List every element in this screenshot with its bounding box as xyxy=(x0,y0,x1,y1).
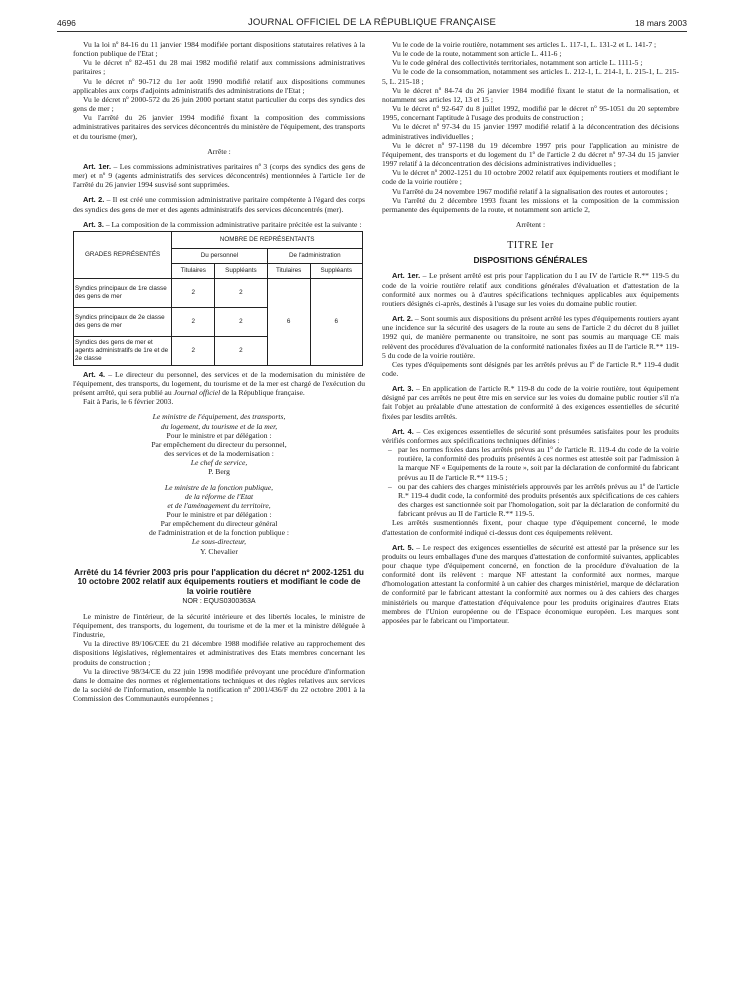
signature-line: des services et de la modernisation : xyxy=(164,449,274,459)
page-number: 4696 xyxy=(57,18,76,28)
signature-line: de l'administration et de la fonction publique : xyxy=(149,528,289,538)
signature-line: Par empêchement du directeur du personnel, xyxy=(151,439,287,449)
col-header-titulaires: Titulaires xyxy=(172,263,215,278)
value-cell: 6 xyxy=(310,278,362,365)
right-article-5 xyxy=(382,543,679,625)
right-vu: Vu le décret nº 84-74 du 26 janvier 1984 modifié fixant le statut de la normalisation, et notamment ses articles 12, 13 et 15 ; xyxy=(382,85,679,104)
right-article-1 xyxy=(382,271,679,308)
representatives-table xyxy=(73,231,363,366)
article-text: – En application de l'article R.* 119-8 du code de la voirie routière, tout équipement désigné par ces arrêtés ne peut être mis en service sur les voies du domaine public routier s'il n'a fait l'objet au préalable d'une attestation de conformité à des exigences essentielles de sécurité fixées par lesdits arrêtés. xyxy=(382,384,679,421)
issue-date: 18 mars 2003 xyxy=(635,18,687,28)
nor-reference: NOR : EQUS0300363A xyxy=(182,597,256,605)
arrete-heading: Arrête : xyxy=(207,146,231,156)
signature-title: Le ministre de la fonction publique, xyxy=(164,482,274,492)
value-cell: 2 xyxy=(172,278,215,307)
list-item: – ou par des cahiers des charges ministériels approuvés par les arrêtés prévus au 1º de l'article R.* 119-4 dudit code, la conformité des produits présentés aux spécifications de ces cahiers des charges est sanctionnée soit par l'homologation, soit par la déclaration de conformité du fabricant prévus au II de l'article R.** 119-5. xyxy=(398,482,679,519)
grade-cell: Syndics des gens de mer et agents administratifs de 1re et de 2e classe xyxy=(74,336,172,365)
value-cell: 2 xyxy=(215,336,267,365)
col-header-suppleants: Suppléants xyxy=(215,263,267,278)
article-label: Art. 4. xyxy=(83,369,106,379)
right-column xyxy=(382,40,679,625)
signature-line: Pour le ministre et par délégation : xyxy=(166,510,272,519)
article-text: – Le présent arrêté est pris pour l'application du I au IV de l'article R.** 119-5 du code de la voirie routière relatif aux conditions générales d'évaluation et d'attestation de la conformité aux normes ou à d'autres spécifications techniques applicables aux équipements routiers désignés ci-après, destinés à l'usage sur les voies du domaine public routier. xyxy=(382,271,679,308)
signatory-name: P. Berg xyxy=(208,467,230,477)
article-label: Art. 1er. xyxy=(392,271,421,281)
right-vu: Vu le code général des collectivités territoriales, notamment son article L. 1111-5 ; xyxy=(392,58,643,68)
section-heading: DISPOSITIONS GÉNÉRALES xyxy=(473,255,588,266)
right-vu: Vu le code de la voirie routière, notamment ses articles L. 117-1, L. 131-2 et L. 141-7 ; xyxy=(392,40,657,49)
col-header-personnel: Du personnel xyxy=(172,248,267,263)
signatory-name: Y. Chevalier xyxy=(200,546,238,556)
right-vu: Vu l'arrêté du 2 décembre 1993 fixant les missions et la composition de la commission permanente des équipements de la route, et notamment son article 2, xyxy=(382,195,679,214)
article-text: – Ces exigences essentielles de sécurité sont présumées satisfaites pour les produits vérifiés conformes aux spécifications techniques définies : xyxy=(382,426,680,445)
left-column xyxy=(73,40,365,703)
titre-heading: TITRE Ier xyxy=(507,240,554,252)
col-header-nombre: NOMBRE DE REPRÉSENTANTS xyxy=(172,231,363,248)
left-article-2 xyxy=(73,195,365,213)
header-rule xyxy=(57,31,687,32)
article-label: Art. 3. xyxy=(392,384,414,394)
body-paragraph: Les arrêtés susmentionnés fixent, pour chaque type d'équipement concerné, le mode d'attestation de conformité indiqué ci-dessus dont ces équipements relèvent. xyxy=(382,518,679,537)
page-header xyxy=(57,14,687,32)
fait-line: Fait à Paris, le 6 février 2003. xyxy=(83,397,174,407)
signature-title: Le chef de service, xyxy=(190,458,248,468)
article-label: Art. 5. xyxy=(392,542,414,552)
body-paragraph: Le ministre de l'intérieur, de la sécurité intérieure et des libertés locales, le ministre de l'équipement, des transports, du logement, du tourisme et de la mer et la ministre déléguée à l'industrie, xyxy=(73,611,365,640)
right-article-4 xyxy=(382,427,679,445)
left-article-1 xyxy=(73,162,365,189)
col-header-suppleants: Suppléants xyxy=(310,263,362,278)
right-article-2 xyxy=(382,314,679,360)
article-label: Art. 2. xyxy=(392,314,413,324)
article-text: – Le directeur du personnel, des services et de la modernisation du ministère de l'équipement, des transports, du logement, du tourisme et de la mer est chargé de l'exécution du présent arrêté, qui sera publié au xyxy=(73,369,365,398)
right-article-3 xyxy=(382,384,679,421)
signature-line: Par empêchement du directeur général xyxy=(160,519,278,529)
signature-title: et de l'aménagement du territoire, xyxy=(167,500,271,510)
journal-name: Journal officiel xyxy=(173,388,221,398)
value-cell: 6 xyxy=(267,278,310,365)
right-vu: Vu le décret nº 2002-1251 du 10 octobre 2002 relatif aux équipements routiers et modifiant le code de la voirie routière ; xyxy=(382,168,679,187)
table-row xyxy=(74,278,363,307)
article-label: Art. 4. xyxy=(392,426,414,436)
article-text: – Les commissions administratives paritaires nº 3 (corps des syndics des gens de mer) et nº 9 (agents administratifs des services déconcentrés) mentionnées à l'article 1er de l'arrêté du 26 janvier 1994 susvisé sont supprimées. xyxy=(73,161,365,190)
left-vu: Vu l'arrêté du 26 janvier 1994 modifié fixant la composition des commissions administratives paritaires des services déconcentrés du ministère de l'équipement, des transports et du tourisme (mer), xyxy=(73,113,365,141)
body-paragraph: Ces types d'équipements sont désignés par les arrêtés prévus au Iº de l'article R.* 119-4 dudit code. xyxy=(382,359,679,378)
arretent-heading: Arrêtent : xyxy=(515,219,546,229)
value-cell: 2 xyxy=(172,307,215,336)
signature-title: de la réforme de l'Etat xyxy=(184,491,254,501)
left-vu: Vu la loi nº 84-16 du 11 janvier 1984 modifiée portant dispositions statutaires relatives à la fonction publique de l'Etat ; xyxy=(73,40,365,59)
left-vu: Vu le décret nº 2000-572 du 26 juin 2000 portant statut particulier du corps des syndics des gens de mer ; xyxy=(73,94,365,114)
col-header-grades: GRADES REPRÉSENTÉS xyxy=(74,231,172,278)
left-article-3 xyxy=(73,220,365,229)
article-text: – La composition de la commission administrative paritaire précitée est la suivante : xyxy=(103,219,362,229)
article-label: Art. 1er. xyxy=(83,161,112,171)
right-vu: Vu le décret nº 92-647 du 8 juillet 1992, modifié par le décret nº 95-1051 du 20 septembre 1995, concernant l'aptitude à l'usage des produits de construction ; xyxy=(382,104,679,123)
value-cell: 2 xyxy=(215,278,267,307)
signature-title: du logement, du tourisme et de la mer, xyxy=(160,421,278,431)
col-header-admin: De l'administration xyxy=(267,248,362,263)
signature-title: Le ministre de l'équipement, des transports, xyxy=(152,412,286,422)
right-vu: Vu le code de la consommation, notamment ses articles L. 212-1, L. 214-1, L. 215-1, L. 215-5, L. 215-18 ; xyxy=(382,67,679,86)
right-vu: Vu le code de la route, notamment son article L. 411-6 ; xyxy=(392,49,562,59)
article-text: – Sont soumis aux dispositions du présent arrêté les types d'équipements routiers ayant une incidence sur la sécurité des usagers de la route au sens de l'article 2 du décret du 8 juillet 1992 qui, de manière permanente ou transitoire, ne sont pas soumis au marquage CE mais relèvent des procédures d'évaluation de la conformité nationales fixées au II de l'article R.** 119-5 du code de la voirie routière. xyxy=(382,314,679,360)
value-cell: 2 xyxy=(172,336,215,365)
left-vu: Vu le décret nº 90-712 du 1er août 1990 modifié relatif aux dispositions communes applicables aux corps d'adjoints administratifs des administrations de l'Etat ; xyxy=(73,76,365,95)
signature-line: Pour le ministre et par délégation : xyxy=(166,430,272,440)
grade-cell: Syndics principaux de 2e classe des gens de mer xyxy=(74,307,172,336)
article-label: Art. 3. xyxy=(83,219,104,229)
article-text: – Le respect des exigences essentielles de sécurité est attesté par la présence sur les produits ou leurs emballages d'une des marques d'attestation de conformité suivantes, applicables pour chaque type d'équipement concerné, en fonction de la procédure d'évaluation de la conformité dont ils relèvent : marque NF attestant la conformité aux normes, marque d'homologation attestant la conformité à un cahier des charges ministériel, marque de déclaration de conformité par le fabricant attestant la conformité aux normes ou à des cahiers des charges ministériels ou marque d'attestation d'équivalence pour les produits originaires d'autres Etats membres de l'Union européenne ou de l'Espace économique européen. Les marques sont apposées par le fabricant ou l'importateur. xyxy=(382,542,679,625)
grade-cell: Syndics principaux de 1re classe des gens de mer xyxy=(74,278,172,307)
left-article-4 xyxy=(73,370,365,397)
article-text: – Il est créé une commission administrative paritaire compétente à l'égard des corps des syndics des gens de mer et des agents administratifs des services déconcentrés (mer). xyxy=(73,195,365,214)
article-label: Art. 2. xyxy=(83,195,105,205)
right-vu: Vu le décret nº 97-1198 du 19 décembre 1997 pris pour l'application au ministre de l'équipement, des transports et du logement du 1º de l'article 2 du décret nº 97-34 du 15 janvier 1997 relatif à la déconcentration des décisions administratives individuelles ; xyxy=(382,140,679,169)
spec-list xyxy=(382,445,679,518)
right-vu: Vu le décret nº 97-34 du 15 janvier 1997 modifié relatif à la déconcentration des décisions administratives individuelles ; xyxy=(382,122,679,141)
article-text: de la République française. xyxy=(220,388,305,398)
col-header-titulaires: Titulaires xyxy=(267,263,310,278)
signature-title: Le sous-directeur, xyxy=(191,537,247,547)
body-paragraph: Vu la directive 98/34/CE du 22 juin 1998 modifiée prévoyant une procédure d'information dans le domaine des normes et réglementations techniques et des règles relatives aux services de la société de l'information, ensemble la notification nº 2001/436/F du 22 octobre 2001 à la Commission des Communautés européennes ; xyxy=(73,666,365,704)
left-vu: Vu le décret nº 82-451 du 28 mai 1982 modifié relatif aux commissions administratives paritaires ; xyxy=(73,58,365,77)
body-paragraph: Vu la directive 89/106/CEE du 21 décembre 1988 modifiée relative au rapprochement des dispositions législatives, réglementaires et administratives des Etats membres concernant les produits de construction ; xyxy=(73,639,365,667)
value-cell: 2 xyxy=(215,307,267,336)
list-item: – par les normes fixées dans les arrêtés prévus au 1º de l'article R. 119-4 du code de la voirie routière, la conformité des produits présentés à ces normes est attestée soit par l'admission à la marque NF « Equipements de la route », soit par la déclaration de conformité du fabricant prévus au II de l'article R.** 119-5 ; xyxy=(398,445,679,482)
right-vu: Vu l'arrêté du 24 novembre 1967 modifié relatif à la signalisation des routes et autoroutes ; xyxy=(392,186,668,196)
journal-title: JOURNAL OFFICIEL DE LA RÉPUBLIQUE FRANÇAISE xyxy=(247,17,497,28)
decree-title: Arrêté du 14 février 2003 pris pour l'application du décret nº 2002-1251 du 10 octobre 2002 relatif aux équipements routiers et modifiant le code de la voirie routière xyxy=(74,566,364,596)
